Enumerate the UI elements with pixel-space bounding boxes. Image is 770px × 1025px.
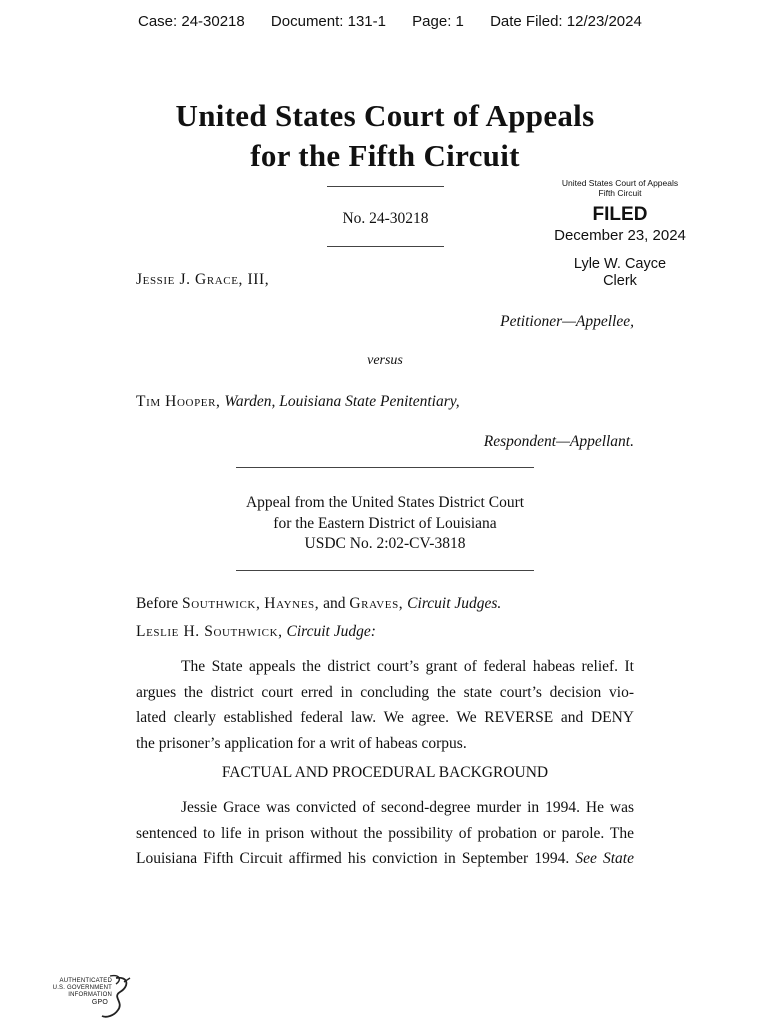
seal-line1: AUTHENTICATED: [59, 978, 112, 984]
gpo-authentication-seal: [40, 972, 132, 1020]
panel-title: Circuit Judges.: [407, 595, 502, 612]
stamp-court: United States Court of Appeals: [561, 178, 679, 188]
paragraph-text: Louisiana Fifth Circuit affirmed his conviction in September 1994.: [136, 850, 570, 867]
case-number: Case: 24-30218: [138, 13, 245, 30]
stamp-date: December 23, 2024: [554, 227, 686, 244]
filed-stamp: [545, 178, 695, 290]
paragraph-line: lated clearly established federal law. We agree. We REVERSE and DENY: [136, 709, 634, 726]
petitioner-name: Jessie J. Grace, III,: [136, 271, 270, 288]
stamp-clerk-name: Lyle W. Cayce: [573, 256, 667, 272]
document-header: [138, 13, 664, 30]
appeal-line2: for the Eastern District of Louisiana: [273, 514, 497, 532]
appeal-line3: USDC No. 2:02-CV-3818: [304, 535, 466, 552]
panel-before: Before: [136, 595, 179, 612]
divider: [236, 570, 534, 571]
section-heading: FACTUAL AND PROCEDURAL BACKGROUND: [221, 764, 549, 781]
court-title: [0, 96, 770, 176]
seal-line3: INFORMATION: [68, 992, 112, 998]
respondent-line: [136, 393, 460, 411]
paragraph-line: argues the district court erred in concluding the state court’s decision vio-: [136, 683, 634, 701]
seal-line4: GPO: [91, 999, 108, 1006]
stamp-clerk-title: Clerk: [603, 273, 637, 289]
versus-label: versus: [367, 353, 403, 368]
divider: [327, 186, 444, 187]
stamp-circuit: Fifth Circuit: [598, 188, 642, 198]
author-name: Leslie H. Southwick,: [136, 623, 283, 640]
date-filed: Date Filed: 12/23/2024: [490, 13, 642, 30]
panel-judge: Haynes,: [264, 595, 320, 612]
respondent-role: Respondent—Appellant.: [483, 433, 634, 450]
respondent-description: Warden, Louisiana State Penitentiary,: [224, 393, 460, 410]
paragraph-line: The State appeals the district court’s grant of federal habeas relief. It: [181, 658, 634, 675]
citation-signal: See State: [575, 850, 634, 867]
paragraph-line: sentenced to life in prison without the possibility of probation or parole. The: [136, 824, 634, 842]
appeal-line1: Appeal from the United States District Court: [245, 494, 525, 511]
document-number: Document: 131-1: [270, 13, 386, 30]
page-number: Page: 1: [412, 13, 464, 30]
respondent-name: Tim Hooper,: [136, 393, 221, 410]
divider: [236, 467, 534, 468]
docket-number: No. 24-30218: [342, 210, 429, 227]
opinion-paragraph: [136, 654, 634, 756]
panel-and: and: [323, 595, 346, 612]
panel-line: [136, 595, 501, 613]
paragraph-line: Jessie Grace was convicted of second-degree murder in 1994. He was: [181, 799, 634, 816]
author-line: [136, 623, 376, 641]
panel-judge: Graves,: [349, 595, 404, 612]
divider: [327, 246, 444, 247]
paragraph-line: the prisoner’s application for a writ of habeas corpus.: [136, 734, 467, 752]
opinion-paragraph: [136, 795, 634, 872]
stamp-filed: FILED: [592, 204, 648, 225]
panel-judge: Southwick,: [182, 595, 261, 612]
appeal-block: [136, 493, 634, 555]
petitioner-role: Petitioner—Appellee,: [500, 313, 634, 330]
court-title-line2: for the Fifth Circuit: [250, 138, 520, 173]
paragraph-line: [136, 846, 634, 872]
court-title-line1: United States Court of Appeals: [175, 98, 595, 133]
author-title: Circuit Judge:: [286, 623, 376, 640]
seal-line2: U.S. GOVERNMENT: [52, 985, 112, 991]
